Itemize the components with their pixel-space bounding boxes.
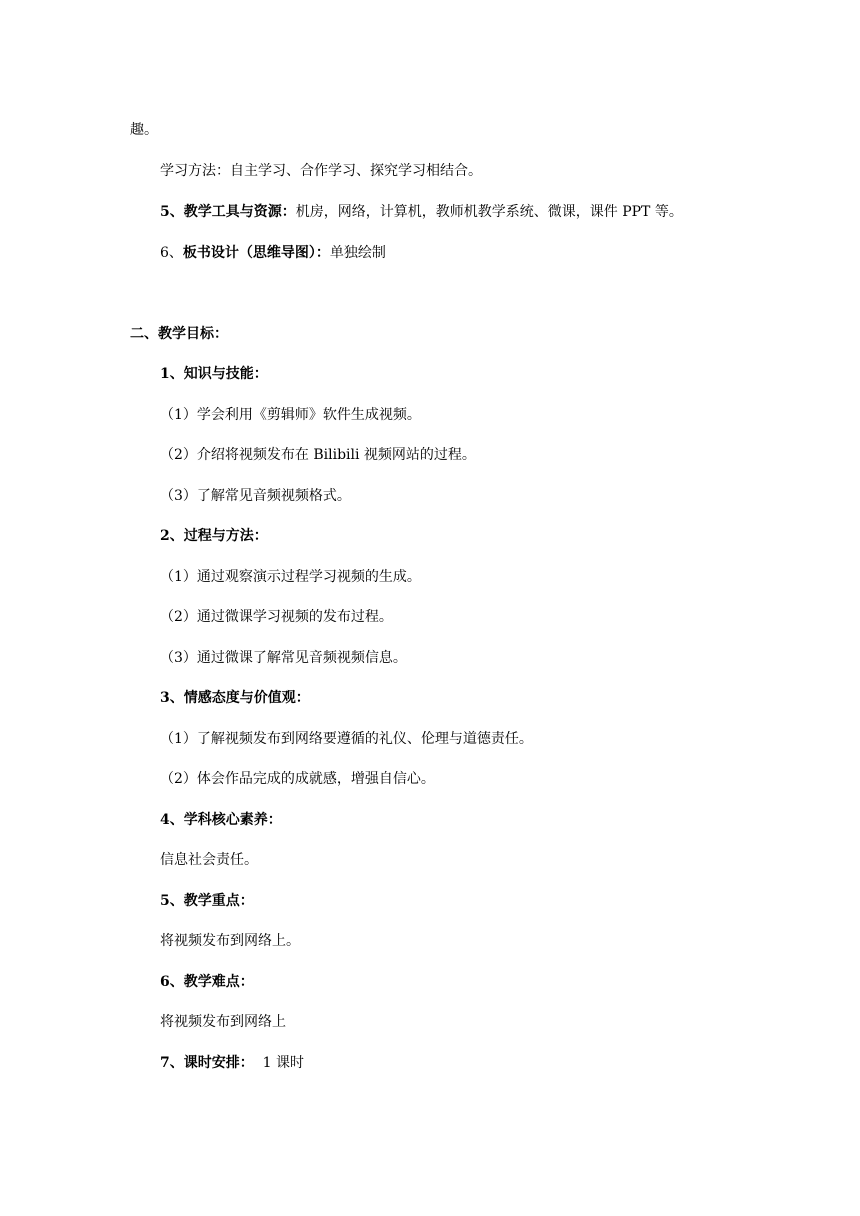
goal-item: （1）通过观察演示过程学习视频的生成。 [160, 569, 421, 585]
goal-item: （3）了解常见音频视频格式。 [160, 488, 351, 504]
board-design-num: 6、 [160, 245, 183, 261]
goal-heading: 1、知识与技能： [160, 366, 268, 382]
goal-item: 将视频发布到网络上。 [160, 933, 300, 949]
board-design-text: 单独绘制 [329, 245, 386, 261]
teaching-tools-num: 5、 [160, 204, 184, 220]
goal-item: 将视频发布到网络上 [160, 1014, 286, 1030]
goal-item: （3）通过微课了解常见音频视频信息。 [160, 650, 407, 666]
continued-text: 趣。 [130, 122, 158, 138]
section-title: 二、教学目标： [130, 326, 228, 342]
goal-heading: 6、教学难点： [160, 974, 254, 990]
study-method: 学习方法：自主学习、合作学习、探究学习相结合。 [160, 163, 482, 179]
board-design-label: 板书设计（思维导图）： [182, 245, 330, 261]
goal-item: （1）学会利用《剪辑师》软件生成视频。 [160, 407, 421, 423]
class-schedule-label: 7、课时安排： [160, 1055, 254, 1071]
teaching-tools-text: 机房，网络，计算机，教师机教学系统、微课，课件 PPT 等。 [295, 204, 683, 220]
teaching-tools-label: 教学工具与资源： [183, 204, 296, 220]
goal-item: （2）介绍将视频发布在 Bilibili 视频网站的过程。 [160, 447, 476, 463]
goal-item: 信息社会责任。 [160, 852, 258, 868]
goal-item: （2）通过微课学习视频的发布过程。 [160, 609, 393, 625]
goal-heading: 3、情感态度与价值观： [160, 690, 310, 706]
board-design [160, 243, 386, 263]
class-schedule-text: 1 课时 [262, 1055, 305, 1071]
class-schedule [160, 1053, 304, 1073]
goal-heading: 2、过程与方法： [160, 528, 268, 544]
goal-heading: 5、教学重点： [160, 893, 254, 909]
goal-item: （2）体会作品完成的成就感，增强自信心。 [160, 771, 435, 787]
goal-heading: 4、学科核心素养： [160, 812, 282, 828]
teaching-tools [160, 202, 683, 222]
goal-item: （1）了解视频发布到网络要遵循的礼仪、伦理与道德责任。 [160, 731, 533, 747]
